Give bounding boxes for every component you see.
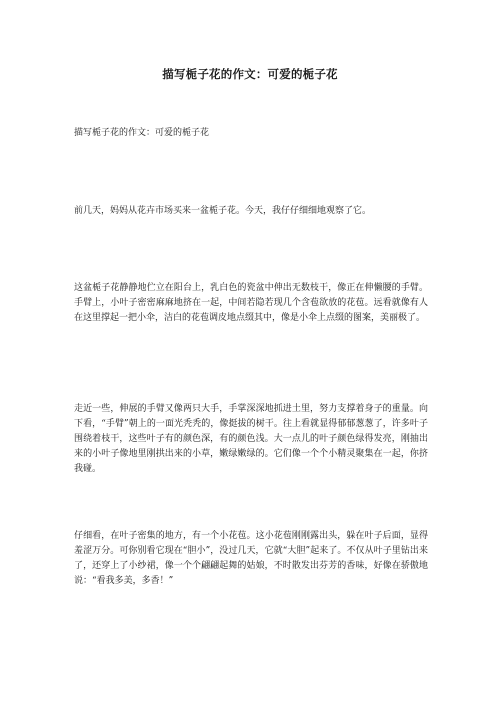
paragraph-intro: 前几天，妈妈从花卉市场买来一盆栀子花。今天，我仔仔细细地观察了它。 <box>74 206 372 216</box>
paragraph-subtitle: 描写栀子花的作文：可爱的栀子花 <box>74 128 210 138</box>
paragraph-overview: 这盆栀子花静静地伫立在阳台上，乳白色的瓷盆中伸出无数枝干，像正在伸懒腰的手臂。手臂上，小叶子密密麻麻地挤在一起，中间若隐若现几个含苞欲放的花苞。远看就像有人在这里撑起一把小伞，洁白的花苞调皮地点缀其中，像是小伞上点缀的图案，美丽极了。 <box>74 283 428 323</box>
paragraph-closeup: 走近一些，伸展的手臂又像两只大手，手掌深深地抓进土里，努力支撑着身子的重量。向下看，“手臂”朝上的一面光秃秃的，像挺拔的树干。往上看就显得郁郁葱葱了，许多叶子围绕着枝干，这些叶子有的颜色深，有的颜色浅。大一点儿的叶子颜色绿得发亮，刚抽出来的小叶子像地里刚拱出来的小草，嫩绿嫩绿的。它们像一个个小精灵聚集在一起，你挤我碰。 <box>74 404 428 474</box>
paragraph-bud: 仔细看，在叶子密集的地方，有一个小花苞。这小花苞刚刚露出头，躲在叶子后面，显得羞涩万分。可你别看它现在“胆小”，没过几天，它就“大胆”起来了。不仅从叶子里钻出来了，还穿上了小纱裙，像一个个翩翩起舞的姑娘，不时散发出芬芳的香味，好像在骄傲地说：“看我多美，多香！” <box>74 531 428 586</box>
document-title: 描写栀子花的作文：可爱的栀子花 <box>162 67 338 81</box>
